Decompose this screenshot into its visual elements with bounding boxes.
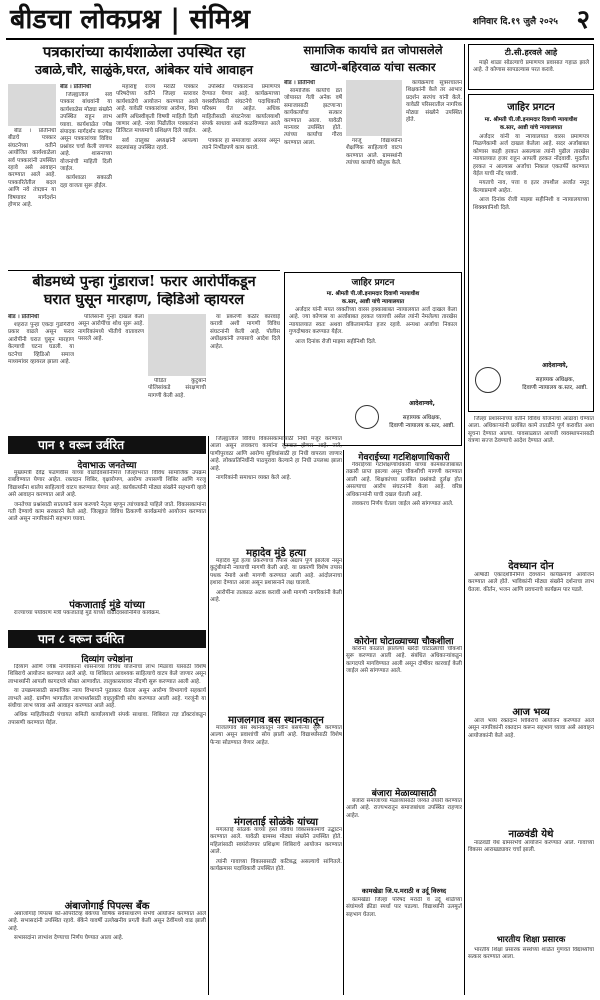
notice-right-court: मा. श्रीमती पी.जी.इनामदार दिवाणी न्यायाधीश [484,117,578,123]
mangalatai-body: मंगलताई सोळंके यांच्या हस्ते विविध विकासकामांचे उद्घाटन करण्यात आले. यावेळी ग्रामस्थ मोठ्या संख्येने उपस्थित होते. महिलांसाठी स्वयंरोजगार प्रशिक्षण शिबिराचे आयोजन करण्यात आले. त्यांनी गावाच्या विकासासाठी कटिबद्ध असल्याचे सांगितले. कार्यक्रमास पदाधिकारी उपस्थित होते. [210,827,342,873]
notice-right-body: अर्जदार यांनी या न्यायालयात वारस प्रमाणपत्र मिळणेकामी अर्ज दाखल केलेला आहे. सदर अर्जाबाबत कोणास काही हरकत असल्यास त्यांनी पुढील तारखेस न्यायालयात हजर राहून आपली हरकत नोंदवावी. मुदतीत हरकत न आल्यास अर्जाचा निकाल एकतर्फी करण्यात येईल याची नोंद घ्यावी. मयताचे नाव, पत्ता व इतर तपशील अर्जात नमूद केल्याप्रमाणे आहेत. आज दिनांक रोजी माझ्या सहीनिशी व न्यायालयाच्या शिक्क्यानिशी दिले. [473,134,589,211]
page-number: २ [576,5,590,35]
story2-subheadline: खाटणे-बहिरवाळ यांचा सत्कार [310,61,436,74]
lost-tc-notice [468,44,594,90]
story2-dateline: बीड । प्रतिनिधी [284,80,315,86]
newspaper-title: बीडचा लोकप्रश्न | संमिश्र [10,4,251,35]
notice-center-title: जाहिर प्रगटन [351,278,395,288]
devdyan-body: आषाढी एकादशीनिमित्त देवध्यान कार्यक्रमाचे आयोजन करण्यात आले होते. भाविकांनी मोठ्या संख्येने दर्शनाचा लाभ घेतला. कीर्तन, भजन आणि प्रवचनाचे कार्यक्रम पार पडले. [468,572,594,593]
story2-photo [346,80,402,136]
notice-center-signer: आदेशान्वये, [409,400,435,407]
bhartiya-body: भारतीय शिक्षा प्रसारक संस्थेच्या शाळेत गुणवंत विद्यार्थ्यांचा सत्कार करण्यात आला. [468,947,594,961]
subhead-majalgaon: माजलगाव बस स्थानकातून [228,715,324,726]
story1-column-3: महाराष्ट्र राज्य मराठी पत्रकार परिषदेच्या वतीने जिल्हा स्तरावर कार्यशाळेचे आयोजन करण्यात आले आहे. यावेळी पत्रकारांच्या आरोग्य, विमा आणि अधिस्वीकृती विषयी माहिती दिली जाणार आहे. नव्या पिढीतील पत्रकारांना डिजिटल माध्यमाचे प्रशिक्षण दिले जाईल. सर्व तालुका अध्यक्षांनी आपल्या सदस्यांसह उपस्थित रहावे. [116,84,198,152]
right-column-top: जिल्हा प्रशासनाच्या वतीने विविध योजनांचा आढावा घेण्यात आला. अधिकाऱ्यांनी प्रलंबित कामे तातडीने पूर्ण करावीत अशा सूचना देण्यात आल्या. पावसाळ्यात आपत्ती व्यवस्थापनासाठी यंत्रणा सज्ज ठेवण्याचे आदेश देण्यात आले. [468,416,594,445]
nalwadi-body: नाळवंडी येथे ग्रामसभेचे आयोजन करण्यात आले. गावाच्या विकास आराखड्यावर चर्चा झाली. [468,840,594,854]
story3-dateline: बीड । प्रतिनिधी [8,314,39,320]
column-rule [208,436,209,995]
devabhau-body: मुख्यमंत्री देवेंद्र फडणवीस यांच्या वाढदिवसानिमित्त जिल्हाभरात विविध सामाजिक उपक्रम राबविण्यात येणार आहेत. रक्तदान शिबिर, वृक्षारोपण, आरोग्य तपासणी शिबिर आणि गरजू विद्यार्थ्यांना शालेय साहित्याचे वाटप करण्यात येणार आहे. कार्यकर्त्यांनी मोठ्या संख्येने सहभागी व्हावे असे आवाहन करण्यात आले आहे. जनतेच्या प्रश्नांसाठी सातत्याने काम करणारे नेतृत्व म्हणून त्यांच्याकडे पाहिले जाते. विकासकामांना गती देण्याचे काम सरकारने केले आहे. जिल्ह्यात विविध ठिकाणी कार्यक्रमांचे आयोजन करण्यात आले असून नागरिकांनी सहभाग घ्यावा. [8,470,206,523]
story1-column-2: जिल्ह्यातील सर्व पत्रकार बांधवांनी या कार्यशाळेस मोठ्या संख्येने उपस्थित राहून लाभ घ्यावा. कार्यशाळेत ज्येष्ठ संपादक मार्गदर्शन करणार असून पत्रकारांच्या विविध प्रश्नांवर चर्चा केली जाणार आहे. शासनाच्या योजनांची माहिती दिली जाईल. कार्यशाळा सकाळी दहा वाजता सुरू होईल. [60,92,112,189]
public-notice-right [468,94,594,412]
story2-column-2: गरजू विद्यार्थ्यांना शैक्षणिक साहित्याचे वाटप करण्यात आले. ग्रामस्थांनी त्यांच्या कार्याचे कौतुक केले. [346,138,402,167]
kamkheda-body: कामखेडा जिल्हा परिषद मराठी व उर्दू शाळेच्या संघांमध्ये क्रीडा स्पर्धा पार पडल्या. विद्यार्थ्यांनी उत्स्फूर्त सहभाग घेतला. [346,897,462,918]
notice-center-body: अर्जदार यांनी मयत व्यक्तीच्या वारस हक्काबाबत न्यायालयात अर्ज दाखल केला आहे. ज्या कोणास या अर्जाबाबत हरकत घ्यायची असेल त्यांनी नेमलेल्या तारखेस न्यायालयात स्वतः अथवा वकिलामार्फत हजर रहावे. अन्यथा अर्जाचा निकाल गुणदोषावर करण्यात येईल. आज दिनांक रोजी माझ्या सहीनिशी दिले. [289,307,457,345]
subhead-devabhau: देवाभाऊ जनतेच्या [77,461,137,471]
story1-photo [8,84,56,126]
pankaja-body: राज्याच्या पर्यावरण मंत्री पंकजाताई मुंडे यांच्या वाढदिवसानिमित्त कार्यक्रम. [14,610,161,616]
court-seal-right [475,367,501,393]
notice-right-signer: आदेशान्वये, [542,362,568,369]
subhead-gevrai: गेवराईच्या गटशिक्षणाधिकारी [358,453,450,463]
issue-date: शनिवार दि.१९ जुलै २०२५ [472,17,558,27]
aaj-body: आज भव्य रक्तदान शिबिराचे आयोजन करण्यात आले असून नागरिकांनी रक्तदान करून सहभाग घ्यावा असे आवाहन आयोजकांनी केले आहे. [468,718,594,739]
story1-subheadline: उबाळे,चौरे, साळुंके,घरत, आंबेकर यांचे आवाहन [35,63,253,77]
notice-center-office-2: दिवाणी न्यायालय क.स्तर, आष्टी. [389,423,455,429]
continued-band-1: पान १ वरून उर्वरित [8,436,206,454]
continued-band-2: पान ८ वरून उर्वरित [8,630,206,648]
lost-tc-body: माझे शाळा सोडल्याचे प्रमाणपत्र प्रवासात गहाळ झाले आहे. ते कोणास सापडल्यास परत करावे. [473,60,589,74]
ambajogai-body: अंबाजोगाई पिपल्स को-ऑपरेटिव्ह बँकेच्या वार्षिक सर्वसाधारण सभेचे आयोजन करण्यात आले आहे. सभासदांनी उपस्थित रहावे. बँकेने यावर्षी उल्लेखनीय प्रगती केली असून ठेवींमध्ये वाढ झाली आहे. सभासदांना लाभांश देण्याचा निर्णय घेण्यात आला आहे. [8,911,206,942]
story3-column-1: शहरात पुन्हा एकदा गुंडगिरीचे प्रकार वाढले असून फरार आरोपींनी घरात घुसून मारहाण केल्याची घटना घडली. या घटनेचा व्हिडिओ समाज माध्यमांवर व्हायरल झाला आहे. [8,322,74,366]
notice-right-title: जाहिर प्रगटन [507,102,555,113]
subhead-pankaja: पंकजाताई मुंडे यांच्या [69,600,145,611]
story3-subheadline: घरात घुसून मारहाण, व्हिडिओ व्हायरल [43,292,245,308]
column-rule [343,450,344,995]
story3-column-4: या प्रकरणी कठोर कारवाई करावी अशी मागणी विविध संघटनांनी केली आहे. पोलीस अधीक्षकांनी तपासाचे आदेश दिले आहेत. [210,314,280,350]
story1-column-4: उपस्थित पत्रकारांना प्रमाणपत्र देण्यात येणार आहे. कार्यक्रमाच्या यशस्वीतेसाठी संघटनेचे पदाधिकारी परिश्रम घेत आहेत. अधिक माहितीसाठी संघटनेच्या कार्यालयाशी संपर्क साधावा असे कळविण्यात आले आहे. पत्रकार हा समाजाचा आरसा असून त्याने निर्भीडपणे काम करावे. [202,84,280,152]
subhead-banjara: बंजारा मेळाव्यासाठी [371,789,437,799]
subhead-devdyan: देवध्यान दोन [508,561,554,572]
notice-center-court-2: क.स्तर, आष्टी यांचे न्यायालयात [341,299,405,305]
story1-column-1: बीड । प्रतिनिधी बीडचे पत्रकार संघटनेच्या वतीने आयोजित कार्यशाळेला सर्व पत्रकारांनी उपस्थित रहावे असे आवाहन करण्यात आले आहे. पत्रकारितेतील बदल आणि नवे तंत्रज्ञान या विषयावर मार्गदर्शन होणार आहे. [8,128,56,209]
subhead-mangalatai: मंगलताई सोळंके यांच्या [234,817,318,828]
mahadev-body: महादेव मुंडे हत्या प्रकरणाचा तपास अद्याप पूर्ण झालेला नसून कुटुंबीयांनी न्यायाची मागणी केली आहे. या प्रकरणी विशेष तपास पथक नेमावे अशी मागणी करण्यात आली आहे. आंदोलनाचा इशारा देण्यात आला असून प्रशासनाने लक्ष घालावे. आरोपींना तात्काळ अटक करावी अशी मागणी नागरिकांनी केली आहे. [210,558,342,604]
story3-column-2: पोलिसांनी गुन्हा दाखल केला असून आरोपींचा शोध सुरू आहे. नागरिकांमध्ये भीतीचे वातावरण पसरले आहे. [78,314,144,343]
subhead-nalwadi: नाळवंडी येथे [508,829,554,840]
subhead-ambajogai: अंबाजोगाई पिपल्स बँक [64,901,150,912]
story3-column-3: पीडित कुटुंबाने पोलिसांकडे संरक्षणाची मागणी केली आहे. [148,378,206,399]
subhead-aaj: आज भव्य [512,707,550,718]
subhead-corona: कोरोना घोटाळ्याच्या चौकशीला [354,637,454,647]
story3-photo [148,314,206,376]
notice-right-office-2: दिवाणी न्यायालय क.स्तर, आष्टी. [522,385,588,391]
banjara-body: बंजारा समाजाच्या मेळाव्यासाठी जय्यत तयारी करण्यात आली आहे. राज्यभरातून समाजबांधव उपस्थित राहणार आहेत. [346,798,462,819]
notice-right-court-2: क.स्तर, आष्टी यांचे न्यायालयात [499,125,563,131]
subhead-mahadev: महादेव मुंडे हत्या [246,548,306,559]
gevrai-body: गेवराईच्या गटशिक्षणाधिकारी यांच्या कामकाजाबाबत तक्रारी प्राप्त झाल्या असून चौकशीची मागणी करण्यात आली आहे. शिक्षकांच्या प्रलंबित प्रश्नांकडे दुर्लक्ष होत असल्याचा आरोप संघटनांनी केला आहे. वरिष्ठ अधिकाऱ्यांनी याची दखल घेतली आहे. लवकरच निर्णय घेतला जाईल असे सांगण्यात आले. [346,462,462,508]
court-seal-center [355,405,379,429]
story3-headline: बीडमध्ये पुन्हा गुंडाराज! फरार आरोपींकडून [32,274,256,290]
majalgaon-body: माजलगाव बस स्थानकातून नवीन बसफेऱ्या सुरू करण्यात आल्या असून प्रवाशांची सोय झाली आहे. विद्यार्थ्यांसाठी विशेष फेऱ्या सोडण्यात येणार आहेत. [210,725,342,746]
subhead-divyang: दिव्यांग ज्येष्ठांना [81,655,133,665]
notice-center-office: सहाय्यक अधिक्षक, [402,415,442,421]
story1-dateline: बीड । प्रतिनिधी [60,84,91,90]
story2-column-1: सामाजिक कार्याचे व्रत जोपासत गेली अनेक वर्षे समाजासाठी झटणाऱ्या कार्यकर्त्यांचा सत्कार करण्यात आला. यावेळी मान्यवर उपस्थित होते. त्यांच्या कार्याचा गौरव करण्यात आला. [284,88,342,146]
middle-column-top: जिल्ह्यातील विविध विकासकामांसाठी निधी मंजूर करण्यात आला असून लवकरच कामांना सुरुवात होणार आहे. रस्ते, पाणीपुरवठा आणि आरोग्य सुविधांसाठी हा निधी वापरला जाणार आहे. लोकप्रतिनिधींनी पाठपुरावा केल्याने हा निधी उपलब्ध झाला आहे. नागरिकांनी समाधान व्यक्त केले आहे. [210,436,342,482]
masthead [6,2,594,40]
story2-headline: सामाजिक कार्याचे व्रत जोपासलेले [303,44,443,57]
notice-center-court: मा. श्रीमती पी.जी.इनामदार दिवाणी न्यायाधीश [326,291,420,297]
corona-body: कोरोना काळात झालेल्या खरेदी घोटाळ्याची चौकशी सुरू करण्यात आली आहे. संबंधित अधिकाऱ्यांकडून कागदपत्रे मागविण्यात आली असून दोषींवर कारवाई केली जाईल असे सांगण्यात आले. [346,646,462,675]
story1-headline: पत्रकारांच्या कार्यशाळेला उपस्थित रहा [42,44,246,61]
subhead-bhartiya: भारतीय शिक्षा प्रसारक [496,935,566,945]
public-notice-center [284,272,462,446]
notice-right-office: सहाय्यक अधिक्षक, [535,377,575,383]
subhead-kamkheda: कामखेडा जि.प.मराठी व उर्दू विरुध्द [361,887,447,895]
divyang-body: दिव्यांग आणि ज्येष्ठ नागरिकांना शासनाच्या विविध योजनांचा लाभ मिळावा यासाठी विशेष शिबिराचे आयोजन करण्यात आले आहे. या शिबिरात आवश्यक साहित्याचे वाटप केले जाणार असून लाभार्थ्यांनी आपली कागदपत्रे सोबत आणावीत. तालुकास्तरावर नोंदणी सुरू करण्यात आली आहे. या उपक्रमासाठी सामाजिक न्याय विभागाने पुढाकार घेतला असून आरोग्य विभागाचे सहकार्य लाभले आहे. ग्रामीण भागातील लाभार्थ्यांसाठी वाहतुकीची सोय करण्यात आली आहे. गरजूंनी या संधीचा लाभ घ्यावा असे आवाहन करण्यात आले आहे. अधिक माहितीसाठी पंचायत समिती कार्यालयाशी संपर्क साधावा. शिबिरात तज्ञ डॉक्टरांकडून तपासणी करण्यात येईल. [8,664,206,726]
lost-tc-title: टी.सी.हरवले आहे [504,48,558,57]
divider [8,270,280,271]
column-rule [464,44,465,995]
story2-column-3: कार्यक्रमाचे सूत्रसंचालन शिक्षकांनी केले तर आभार प्रदर्शन सरपंच यांनी केले. यावेळी परिसरातील नागरिक मोठ्या संख्येने उपस्थित होते. [406,80,462,124]
